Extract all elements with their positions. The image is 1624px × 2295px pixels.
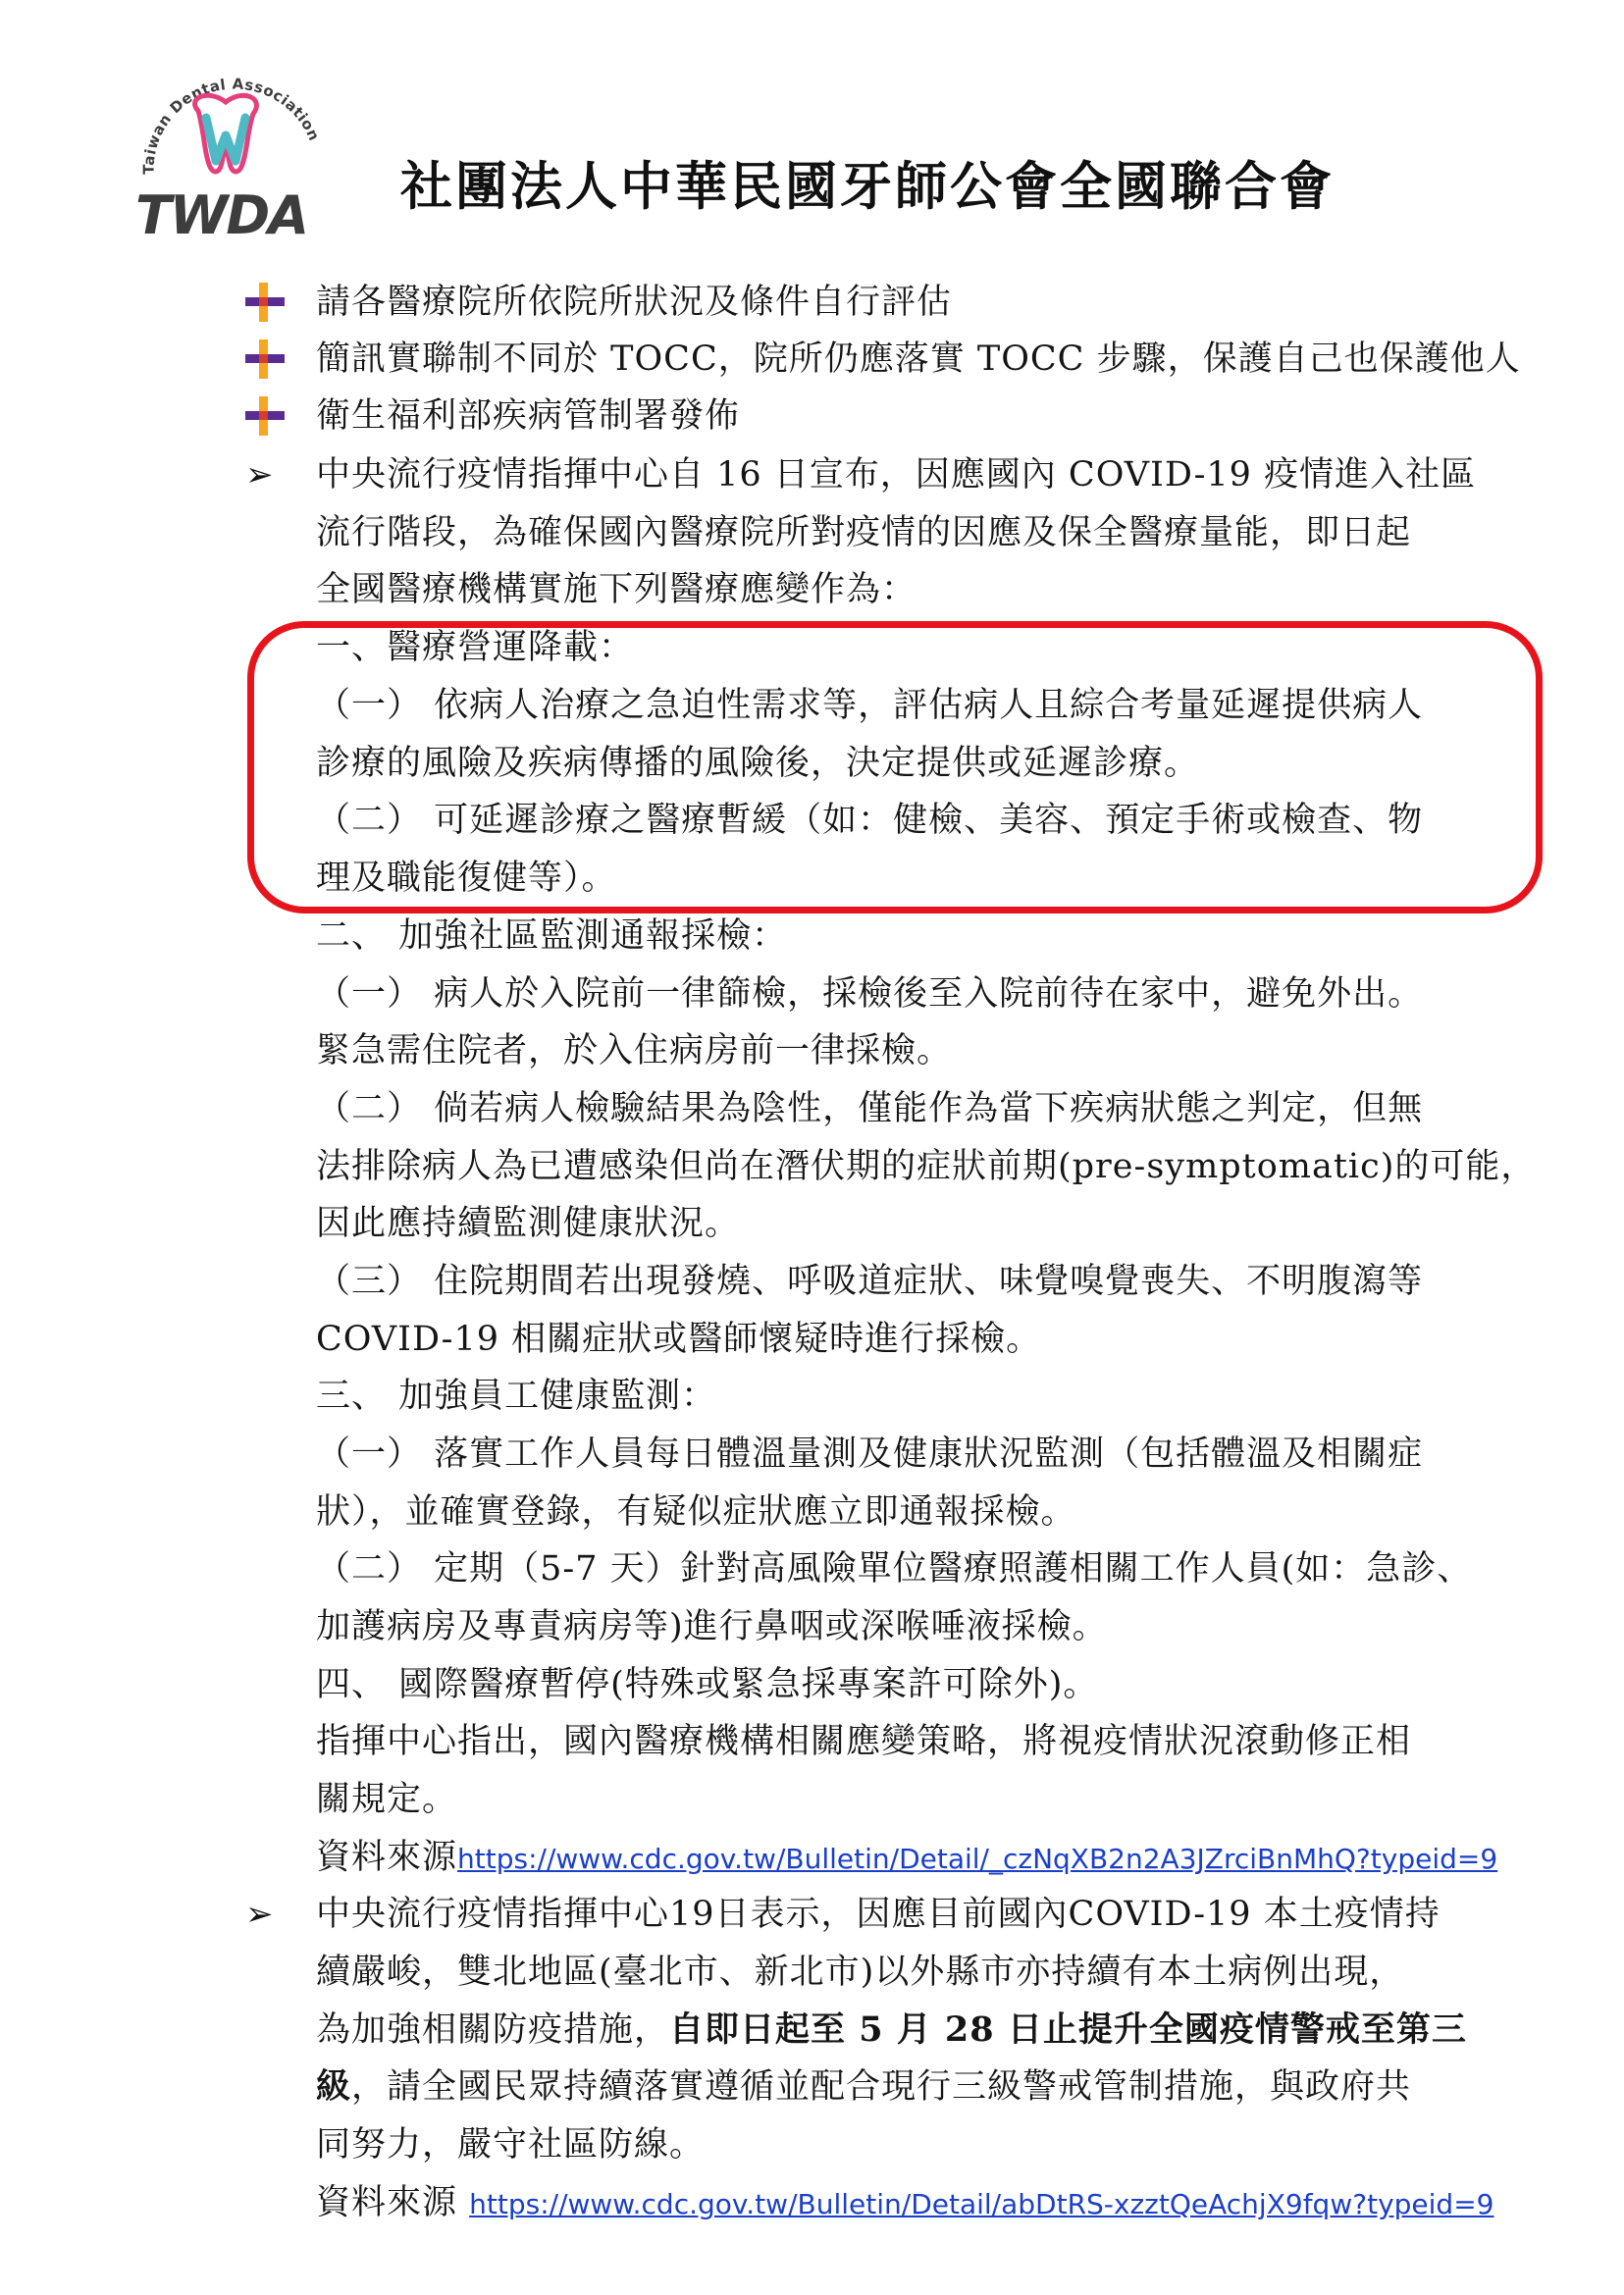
paragraph-line: （一） 依病人治療之急迫性需求等，評估病人且綜合考量延遲提供病人 (316, 686, 1424, 725)
paragraph-line: 關規定。 (316, 1780, 458, 1819)
arrow-bullet-icon: ➢ (245, 1895, 274, 1934)
paragraph-line: 三、 加強員工健康監測： (316, 1377, 717, 1416)
source-label: 資料來源 (316, 1838, 458, 1877)
paragraph-line: （三） 住院期間若出現發燒、呼吸道症狀、味覺嗅覺喪失、不明腹瀉等 (316, 1262, 1424, 1301)
twda-logo (128, 37, 339, 243)
paragraph-line: 中央流行疫情指揮中心19日表示，因應目前國內COVID-19 本土疫情持 (316, 1895, 1441, 1934)
source-line (316, 2173, 1493, 2232)
paragraph-line: 狀），並確實登錄，有疑似症狀應立即通報採檢。 (316, 1492, 1076, 1532)
paragraph-line: 理及職能復健等）。 (316, 859, 617, 898)
bold-text: 自即日起至 5 月 28 日止提升全國疫情警戒至第三 (669, 2009, 1467, 2050)
paragraph-line: （二） 定期（5-7 天）針對高風險單位醫療照護相關工作人員(如：急診、 (316, 1549, 1473, 1589)
arrow-bullet-icon: ➢ (245, 455, 274, 495)
bullet-text: 請各醫療院所依院所狀況及條件自行評估 (316, 283, 953, 322)
source-line (316, 1828, 1497, 1887)
bullet-text: 衛生福利部疾病管制署發佈 (316, 396, 741, 436)
source-link[interactable]: https://www.cdc.gov.tw/Bulletin/Detail/_czNqXB2n2A3JZrciBnMhQ?typeid=9 (457, 1843, 1498, 1875)
paragraph-line: （一） 落實工作人員每日體溫量測及健康狀況監測（包括體溫及相關症 (316, 1434, 1424, 1474)
logo-arc-text: Taiwan Dental Association (139, 75, 324, 175)
organization-title: 社團法人中華民國牙師公會全國聯合會 (400, 156, 1335, 217)
paragraph-line: 加護病房及專責病房等)進行鼻咽或深喉唾液採檢。 (316, 1607, 1108, 1646)
paragraph-line: 二、 加強社區監測通報採檢： (316, 916, 788, 956)
paragraph-line: 全國醫療機構實施下列醫療應變作為： (316, 570, 917, 609)
bullet-text: 簡訊實聯制不同於 TOCC，院所仍應落實 TOCC 步驟，保護自己也保護他人 (316, 339, 1521, 379)
paragraph-line: COVID-19 相關症狀或醫師懷疑時進行採檢。 (316, 1320, 1042, 1359)
paragraph-line: 指揮中心指出，國內醫療機構相關應變策略，將視疫情狀況滾動修正相 (316, 1722, 1412, 1761)
paragraph-line (316, 2058, 1411, 2116)
paragraph-line: 一、醫療營運降載： (316, 628, 635, 667)
paragraph-line: 流行階段，為確保國內醫療院所對疫情的因應及保全醫療量能，即日起 (316, 513, 1412, 552)
paragraph-line: 法排除病人為已遭感染但尚在潛伏期的症狀前期(pre-symptomatic)的可能， (316, 1147, 1537, 1186)
paragraph-line: 續嚴峻，雙北地區(臺北市、新北市)以外縣市亦持續有本土病例出現， (316, 1953, 1405, 1992)
cross-marker-icon (243, 279, 290, 326)
paragraph-line: 四、 國際醫療暫停(特殊或緊急採專案許可除外)。 (316, 1665, 1099, 1704)
paragraph-line: （二） 可延遲診療之醫療暫緩（如：健檢、美容、預定手術或檢查、物 (316, 801, 1424, 840)
paragraph-line: 中央流行疫情指揮中心自 16 日宣布，因應國內 COVID-19 疫情進入社區 (316, 455, 1477, 495)
paragraph-line: 因此應持續監測健康狀況。 (316, 1204, 741, 1243)
plain-text: 為加強相關防疫措施， (316, 2010, 670, 2050)
paragraph-line: 診療的風險及疾病傳播的風險後，決定提供或延遲診療。 (316, 744, 1200, 783)
paragraph-line: （一） 病人於入院前一律篩檢，採檢後至入院前待在家中，避免外出。 (316, 974, 1424, 1014)
source-link[interactable]: https://www.cdc.gov.tw/Bulletin/Detail/abDtRS-xzztQeAchjX9fqw?typeid=9 (469, 2188, 1494, 2220)
source-label: 資料來源 (316, 2183, 470, 2222)
paragraph-line: （二） 倘若病人檢驗結果為陰性，僅能作為當下疾病狀態之判定，但無 (316, 1089, 1424, 1128)
plain-text: ，請全國民眾持續落實遵循並配合現行三級警戒管制措施，與政府共 (351, 2067, 1412, 2107)
cross-marker-icon (243, 392, 290, 440)
paragraph-line: 同努力，嚴守社區防線。 (316, 2125, 706, 2165)
paragraph-line: 緊急需住院者，於入住病房前一律採檢。 (316, 1031, 953, 1070)
paragraph-line (316, 2001, 1467, 2060)
cross-marker-icon (243, 336, 290, 383)
logo-wordmark: TWDA (135, 184, 308, 243)
bold-text: 級 (316, 2066, 352, 2107)
